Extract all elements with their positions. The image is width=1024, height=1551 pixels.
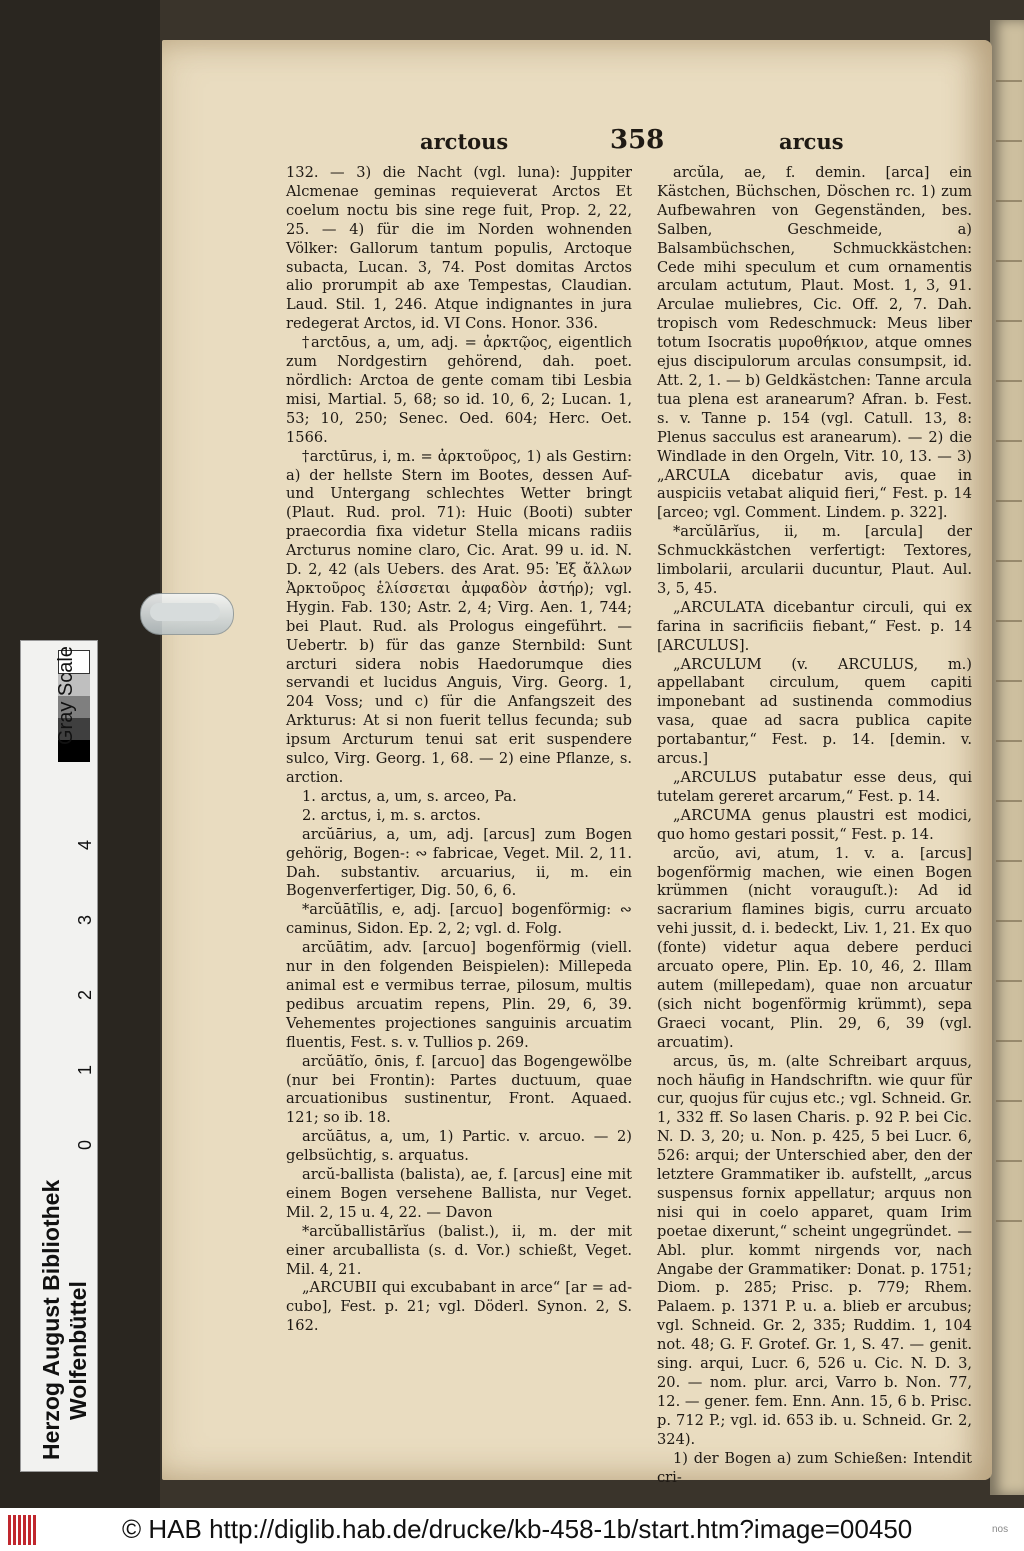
library-city: Wolfenbüttel — [65, 1281, 91, 1420]
dictionary-entry: „ARCUMA genus plaustri est modici, quo homo gestari possit,“ Fest. p. 14. — [657, 806, 972, 843]
footer-mark: nos — [992, 1524, 1009, 1535]
dictionary-entry: *arcŭātĭlis, e, adj. [arcuo] bogenförmig: ∾ caminus, Sidon. Ep. 2, 2; vgl. d. Folg. — [286, 901, 632, 938]
adjacent-page-edge — [990, 20, 1024, 1495]
page-number: 358 — [610, 125, 665, 155]
dictionary-entry: arcŭla, ae, f. demin. [arca] ein Kästchen, Büchschen, Döschen rc. 1) zum Aufbewahren von Gegenständen, bes. Salben, Geschmeide, a) Balsambüchschen, Schmuckkästchen: Cede mihi speculum et cum ornamentis arculam actutum, Plaut. Most. 1, 3, 91. Arculae muliebres, Cic. Off. 2, 7. Dah. tropisch vom Redeschmuck: Meus liber totum Isocratis μυροθήκιον, atque omnes ejus discipulorum arculas consumpsit, id. Att. 2, 1. — b) Geldkästchen: Tanne arcula tua plena est aranearum? Afran. b. Fest. s. v. Tanne p. 154 (vgl. Catull. 13, 8: Plenus sacculus est aranearum). — 2) die Windlade in den Orgeln, Vitr. 10, 13. — 3) „ARCULA dicebatur avis, quae in auspiciis vetabat aliquid fieri,“ Fest. p. 14 [arceo; vgl. Comment. Lindem. p. 322]. — [657, 164, 972, 522]
dictionary-entry: arcŭātus, a, um, 1) Partic. v. arcuo. — 2) gelbsüchtig, s. arquatus. — [286, 1128, 632, 1165]
dictionary-entry: arcŭ-ballista (balista), ae, f. [arcus] eine mit einem Bogen versehene Ballista, nur Veget. Mil. 2, 15 u. 4, 22. — Davon — [286, 1166, 632, 1221]
dictionary-entry: arcŭārius, a, um, adj. [arcus] zum Bogen gehörig, Bogen-: ∾ fabricae, Veget. Mil. 2, 11. Dah. substantiv. arcuarius, ii, m. ein Bogenverfertiger, Dig. 50, 6, 6. — [286, 825, 632, 900]
dictionary-entry: „ARCULUS putabatur esse deus, qui tutelam gereret arcarum,“ Fest. p. 14. — [657, 769, 972, 805]
dictionary-entry: 1) der Bogen a) zum Schießen: Intendit cri- — [657, 1449, 972, 1486]
dictionary-entry: *arcŭlārĭus, ii, m. [arcula] der Schmuckkästchen verfertigt: Textores, limbolarii, arcularii ducuntur, Plaut. Aul. 3, 5, 45. — [657, 523, 972, 597]
dictionary-entry: †arctūrus, i, m. = ἀρκτοῦρος, 1) als Gestirn: a) der hellste Stern im Bootes, dessen Auf- und Untergang schlechtes Wetter bringt (Plaut. Rud. prol. 71): Huic (Booti) subter praecordia fixa videtur Stella micans radiis Arcturus nomine claro, Cic. Arat. 99 u. id. N. D. 2, 42 (als Uebers. des Arat. 95: Ἐξ ἄλλων Ἀρκτοῦρος ἑλίσσεται ἀμφαδὸν ἀστήρ); vgl. Hygin. Fab. 130; Astr. 2, 4; Virg. Aen. 1, 744; bei Plaut. Rud. als Prologus eingeführt. — Uebertr. b) für das ganze Sternbild: Sunt arcturi sidera nobis Haedorumque dies servandi et lucidus Anguis, Virg. Georg. 1, 204 Voss; und c) für die Anfangszeit des Arkturus: At si non fuerit tellus fecunda; sub ipsum Arcturum tenui sat erit suspendere sulco, Virg. Georg. 1, 68. — 2) eine Pflanze, s. arction. — [286, 447, 632, 786]
gray-scale-numbers: 0 1 2 3 4 — [75, 809, 95, 1150]
dictionary-entry: arcus, ūs, m. (alte Schreibart arquus, noch häufig in Handschriftn. wie quur für cur, quojus für cujus etc.; vgl. Schneid. Gr. 1, 332 ff. So lasen Charis. p. 92 P. bei Cic. N. D. 3, 20; u. Non. p. 425, 5 bei Lucr. 6, 526: arqui; der Unterschied aber, den der letztere Grammatiker ib. aufstellt, „arcus suspensus fornix appellatur; arquus non nisi qui in coelo apparet, quam Irim poetae dixerunt,“ scheint ungegründet. — Abl. plur. kommt nirgends vor, nach Angabe der Grammatiker: Donat. p. 1751; Diom. p. 285; Prisc. p. 779; Rhem. Palaem. p. 1371 P. u. a. blieb er arcubus; vgl. Schneid. Gr. 2, 335; Ruddim. 1, 104 not. 48; G. F. Grotef. Gr. 1, S. 47. — genit. sing. arqui, Lucr. 6, 526 u. Cic. N. D. 3, 20. — nom. plur. arci, Varro b. Non. 77, 12. — gener. fem. Enn. Ann. 15, 6 b. Prisc. p. 712 P.; vgl. id. 653 ib. u. Schneid. Gr. 2, 324). — [657, 1052, 972, 1448]
copyright-url[interactable]: © HAB http://diglib.hab.de/drucke/kb-458-1b/start.htm?image=00450 — [122, 1514, 913, 1544]
dictionary-entry: arcŭātim, adv. [arcuo] bogenförmig (viell. nur in den folgenden Beispielen): Millepeda animal est e vermibus terrae, pilosum, multis pedibus arcuatim repens, Plin. 29, 6, 39. Vehementes projectiones sanguinis arcuatim fluentis, Fest. s. v. Tullios p. 269. — [286, 939, 632, 1051]
dictionary-entry: „ARCUBII qui excubabant in arce“ [ar = ad-cubo], Fest. p. 21; vgl. Döderl. Synon. 2, S. 162. — [286, 1279, 632, 1335]
dictionary-entry: „ARCULATA dicebantur circuli, qui ex farina in sacrificiis fiebant,“ Fest. p. 14 [ARCULUS]. — [657, 598, 972, 654]
dictionary-entry: arcŭātĭo, ōnis, f. [arcuo] das Bogengewölbe (nur bei Frontin): Partes ductuum, quae arcuationibus sustinentur, Front. Aquaed. 121; so ib. 18. — [286, 1052, 632, 1127]
dictionary-entry: 2. arctus, i, m. s. arctos. — [302, 806, 481, 824]
dictionary-entry: arcŭo, avi, atum, 1. v. a. [arcus] bogenförmig machen, wie einen Bogen krümmen (nicht vorauguſt.): Ad id sacrarium flamines bigis, curru arcuato vehi jussit, d. i. bedeckt, Liv. 1, 21. Ex quo (fonte) videtur aqua debere perduci arcuato opere, Plin. Ep. 10, 46, 2. Illam autem (millepedam), quae non arcuatur (sich nicht bogenförmig krümmt), sepa Graeci vocant, Plin. 29, 6, 39 (vgl. arcuatim). — [657, 844, 972, 1051]
hab-logo-icon — [8, 1515, 42, 1545]
dictionary-entry: „ARCULUM (v. ARCULUS, m.) appellabant circulum, quem capiti imponebant ad sustinenda commodius vasa, quae ad sacra publica capite portabantur,“ Fest. p. 14. [demin. v. arcus.] — [657, 655, 972, 768]
page-clip-inner — [150, 603, 220, 621]
header-right-catchword: arcus — [779, 129, 844, 154]
dictionary-entry: 132. — 3) die Nacht (vgl. luna): Juppiter Alcmenae geminas requieverat Arctos Et coelum noctu bis sine rege fuit, Prop. 2, 22, 25. — 4) für die im Norden wohnenden Völker: Gallorum tantum populis, Arctoque subacta, Lucan. 3, 74. Post domitas Arctos alio prorumpit ab axe Tempestas, Claudian. Laud. Stil. 1, 246. Atque indignantes in jura redegerat Arctos, id. VI Cons. Honor. 336. — [286, 164, 632, 333]
library-name: Herzog August Bibliothek — [38, 1179, 64, 1460]
right-column — [657, 164, 972, 1487]
left-column — [286, 164, 632, 1336]
gray-scale-title: Gray Scale — [55, 646, 77, 745]
header-left-catchword: arctous — [420, 129, 509, 154]
dictionary-entry: 1. arctus, a, um, s. arceo, Pa. — [302, 787, 517, 805]
dictionary-entry: *arcŭballistārĭus (balist.), ii, m. der mit einer arcuballista (s. d. Vor.) schießt, Veget. Mil. 4, 21. — [286, 1222, 632, 1278]
book-page — [162, 40, 992, 1486]
page-header — [162, 125, 992, 155]
dictionary-entry: †arctōus, a, um, adj. = ἀρκτῷος, eigentlich zum Nordgestirn gehörend, dah. poet. nördlich: Arctoa de gente comam tibi Lesbia misi, Martial. 5, 68; so id. 10, 6, 2; Lucan. 1, 53; 10, 250; Senec. Oed. 604; Herc. Oet. 1566. — [286, 334, 632, 446]
